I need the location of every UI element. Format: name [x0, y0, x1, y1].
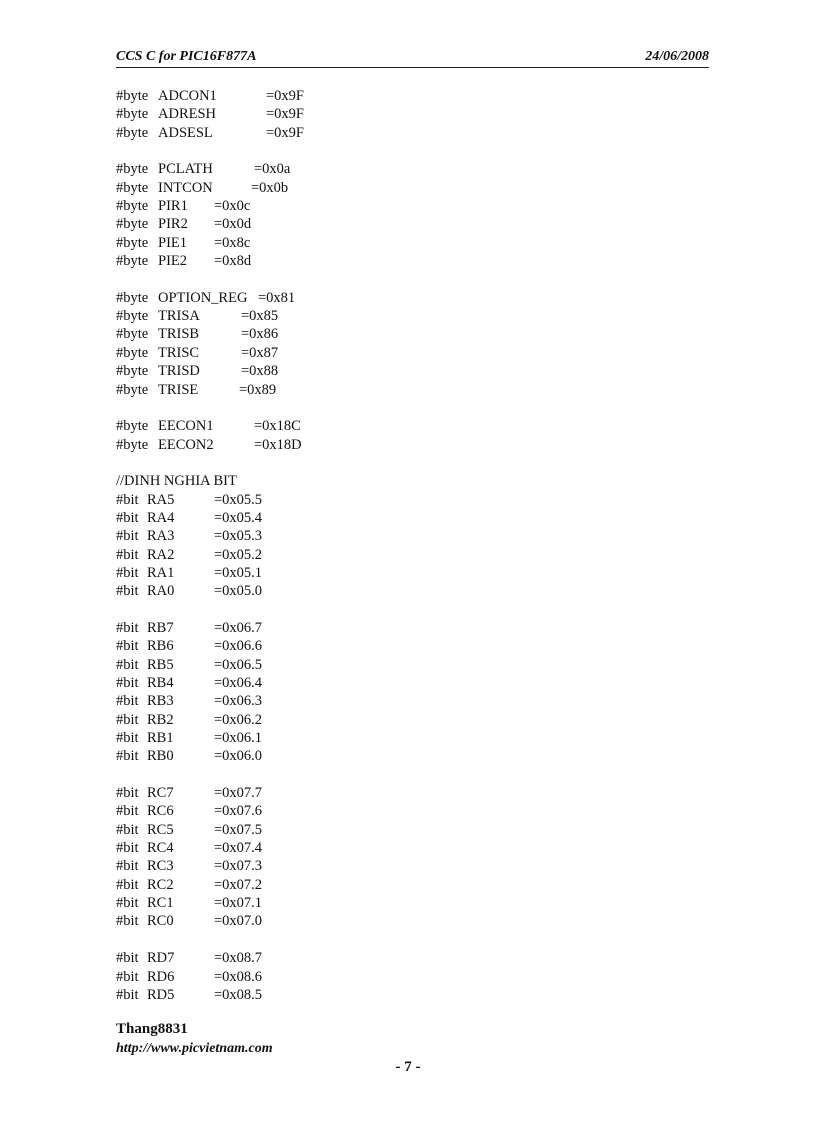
register-address: =0x18C — [254, 418, 301, 435]
directive-keyword: #bit — [116, 950, 139, 967]
directive-keyword: #byte — [116, 106, 149, 123]
register-name: PIR1 — [158, 198, 188, 215]
code-line — [116, 564, 616, 582]
register-name: RC6 — [147, 803, 174, 820]
code-line — [116, 234, 616, 252]
register-address: =0x07.3 — [214, 858, 263, 875]
code-line — [116, 105, 616, 123]
code-line — [116, 160, 616, 178]
blank-line — [116, 766, 616, 784]
register-address: =0x08.7 — [214, 950, 263, 967]
code-line — [116, 674, 616, 692]
code-line — [116, 857, 616, 875]
register-address: =0x9F — [266, 106, 304, 123]
directive-keyword: #byte — [116, 124, 149, 141]
directive-keyword: #byte — [116, 88, 149, 104]
register-name: RC0 — [147, 913, 174, 930]
directive-keyword: #byte — [116, 253, 149, 270]
register-name: RA3 — [147, 528, 175, 545]
code-line — [116, 876, 616, 894]
directive-keyword: #bit — [116, 748, 139, 765]
register-address: =0x06.3 — [214, 693, 263, 710]
code-line — [116, 197, 616, 215]
code-line — [116, 711, 616, 729]
directive-keyword: #byte — [116, 289, 149, 306]
code-line — [116, 968, 616, 986]
directive-keyword: #byte — [116, 216, 149, 233]
register-name: PCLATH — [158, 161, 213, 178]
code-line — [116, 821, 616, 839]
code-line — [116, 289, 616, 307]
directive-keyword: #bit — [116, 821, 139, 838]
register-address: =0x9F — [266, 88, 304, 104]
register-name: PIE2 — [158, 253, 187, 270]
register-name: RC4 — [147, 840, 174, 857]
directive-keyword: #bit — [116, 876, 139, 893]
directive-keyword: #byte — [116, 161, 149, 178]
register-address: =0x06.6 — [214, 638, 263, 655]
directive-keyword: #bit — [116, 509, 139, 526]
code-line — [116, 509, 616, 527]
code-line — [116, 325, 616, 343]
code-line — [116, 582, 616, 600]
blank-line — [116, 931, 616, 949]
code-comment — [116, 472, 616, 490]
directive-keyword: #bit — [116, 913, 139, 930]
register-address: =0x07.5 — [214, 821, 263, 838]
code-line — [116, 949, 616, 967]
register-name: RB4 — [147, 675, 174, 691]
register-address: =0x05.5 — [214, 491, 263, 508]
register-address: =0x07.4 — [214, 840, 263, 857]
code-line — [116, 619, 616, 637]
register-name: RA1 — [147, 564, 175, 581]
register-address: =0x06.5 — [214, 656, 263, 673]
register-name: PIR2 — [158, 216, 188, 233]
code-line — [116, 894, 616, 912]
code-line — [116, 637, 616, 655]
register-name: TRISC — [158, 344, 200, 361]
register-address: =0x87 — [241, 344, 279, 361]
register-address: =0x8d — [214, 253, 252, 270]
blank-line — [116, 270, 616, 288]
blank-line — [116, 142, 616, 160]
register-address: =0x86 — [241, 326, 279, 343]
code-line — [116, 124, 616, 142]
code-listing — [116, 87, 616, 1004]
register-address: =0x89 — [239, 381, 277, 398]
directive-keyword: #byte — [116, 234, 149, 251]
directive-keyword: #bit — [116, 491, 139, 508]
register-address: =0x06.4 — [214, 675, 263, 691]
register-address: =0x81 — [258, 289, 296, 306]
directive-keyword: #bit — [116, 711, 139, 728]
code-line — [116, 546, 616, 564]
code-line — [116, 307, 616, 325]
register-address: =0x0d — [214, 216, 252, 233]
register-address: =0x05.1 — [214, 564, 263, 581]
register-address: =0x0b — [251, 179, 289, 196]
register-address: =0x06.0 — [214, 748, 263, 765]
directive-keyword: #bit — [116, 619, 139, 636]
register-address: =0x05.3 — [214, 528, 263, 545]
register-name: INTCON — [158, 179, 213, 196]
code-line — [116, 179, 616, 197]
footer-url: http://www.picvietnam.com — [116, 1041, 273, 1056]
register-name: TRISE — [158, 381, 199, 398]
code-line — [116, 802, 616, 820]
directive-keyword: #bit — [116, 528, 139, 545]
register-address: =0x0a — [254, 161, 291, 178]
register-name: RC1 — [147, 895, 174, 912]
directive-keyword: #bit — [116, 583, 139, 600]
register-address: =0x07.7 — [214, 785, 263, 802]
register-address: =0x05.4 — [214, 509, 263, 526]
code-line — [116, 491, 616, 509]
blank-line — [116, 601, 616, 619]
register-name: TRISD — [158, 363, 200, 380]
register-address: =0x8c — [214, 234, 251, 251]
directive-keyword: #bit — [116, 840, 139, 857]
register-address: =0x9F — [266, 124, 304, 141]
directive-keyword: #byte — [116, 436, 149, 453]
register-name: OPTION_REG — [158, 289, 248, 306]
register-name: TRISB — [158, 326, 200, 343]
directive-keyword: #byte — [116, 344, 149, 361]
register-name: RB0 — [147, 748, 174, 765]
directive-keyword: #bit — [116, 986, 139, 1003]
code-line — [116, 986, 616, 1004]
directive-keyword: #bit — [116, 895, 139, 912]
register-name: RC7 — [147, 785, 174, 802]
directive-keyword: #bit — [116, 693, 139, 710]
register-name: RB3 — [147, 693, 174, 710]
register-name: RB7 — [147, 619, 174, 636]
footer-author: Thang8831 — [116, 1021, 188, 1037]
directive-keyword: #bit — [116, 675, 139, 691]
code-line — [116, 436, 616, 454]
code-line — [116, 747, 616, 765]
register-name: RA5 — [147, 491, 175, 508]
register-address: =0x18D — [254, 436, 302, 453]
register-name: ADSESL — [158, 124, 213, 141]
register-address: =0x07.2 — [214, 876, 263, 893]
directive-keyword: #bit — [116, 858, 139, 875]
code-line — [116, 381, 616, 399]
register-name: PIE1 — [158, 234, 187, 251]
register-name: RA0 — [147, 583, 175, 600]
comment-text: //DINH NGHIA BIT — [116, 473, 237, 490]
register-name: EECON2 — [158, 436, 214, 453]
directive-keyword: #byte — [116, 326, 149, 343]
register-name: RA4 — [147, 509, 175, 526]
directive-keyword: #bit — [116, 785, 139, 802]
code-line — [116, 417, 616, 435]
page-header — [116, 49, 709, 68]
register-name: RD7 — [147, 950, 175, 967]
register-address: =0x05.0 — [214, 583, 263, 600]
directive-keyword: #bit — [116, 564, 139, 581]
register-name: RA2 — [147, 546, 175, 563]
directive-keyword: #bit — [116, 968, 139, 985]
directive-keyword: #bit — [116, 730, 139, 747]
register-address: =0x07.0 — [214, 913, 263, 930]
header-title: CCS C for PIC16F877A — [116, 49, 257, 64]
register-name: EECON1 — [158, 418, 214, 435]
directive-keyword: #byte — [116, 418, 149, 435]
directive-keyword: #byte — [116, 179, 149, 196]
directive-keyword: #bit — [116, 546, 139, 563]
directive-keyword: #byte — [116, 381, 149, 398]
code-line — [116, 784, 616, 802]
register-address: =0x06.1 — [214, 730, 263, 747]
code-line — [116, 252, 616, 270]
code-line — [116, 362, 616, 380]
register-address: =0x07.1 — [214, 895, 263, 912]
register-name: ADRESH — [158, 106, 217, 123]
register-address: =0x06.7 — [214, 619, 263, 636]
page-number: - 7 - — [395, 1059, 421, 1075]
register-address: =0x08.6 — [214, 968, 263, 985]
register-name: ADCON1 — [158, 88, 217, 104]
code-line — [116, 215, 616, 233]
code-line — [116, 729, 616, 747]
directive-keyword: #byte — [116, 308, 149, 325]
register-address: =0x05.2 — [214, 546, 263, 563]
register-address: =0x85 — [241, 308, 279, 325]
register-address: =0x07.6 — [214, 803, 263, 820]
directive-keyword: #byte — [116, 198, 149, 215]
register-name: RB2 — [147, 711, 174, 728]
register-address: =0x08.5 — [214, 986, 263, 1003]
directive-keyword: #bit — [116, 803, 139, 820]
directive-keyword: #bit — [116, 656, 139, 673]
header-date: 24/06/2008 — [645, 49, 709, 64]
register-name: RB1 — [147, 730, 174, 747]
code-line — [116, 692, 616, 710]
blank-line — [116, 399, 616, 417]
register-name: RB6 — [147, 638, 174, 655]
directive-keyword: #bit — [116, 638, 139, 655]
blank-line — [116, 454, 616, 472]
code-line — [116, 344, 616, 362]
register-name: TRISA — [158, 308, 200, 325]
register-name: RC2 — [147, 876, 174, 893]
code-line — [116, 87, 616, 105]
directive-keyword: #byte — [116, 363, 149, 380]
register-name: RB5 — [147, 656, 174, 673]
register-name: RC5 — [147, 821, 174, 838]
register-address: =0x06.2 — [214, 711, 263, 728]
code-line — [116, 839, 616, 857]
register-name: RD5 — [147, 986, 175, 1003]
code-line — [116, 912, 616, 930]
register-address: =0x88 — [241, 363, 279, 380]
register-name: RD6 — [147, 968, 175, 985]
code-line — [116, 656, 616, 674]
register-name: RC3 — [147, 858, 174, 875]
register-address: =0x0c — [214, 198, 251, 215]
code-line — [116, 527, 616, 545]
